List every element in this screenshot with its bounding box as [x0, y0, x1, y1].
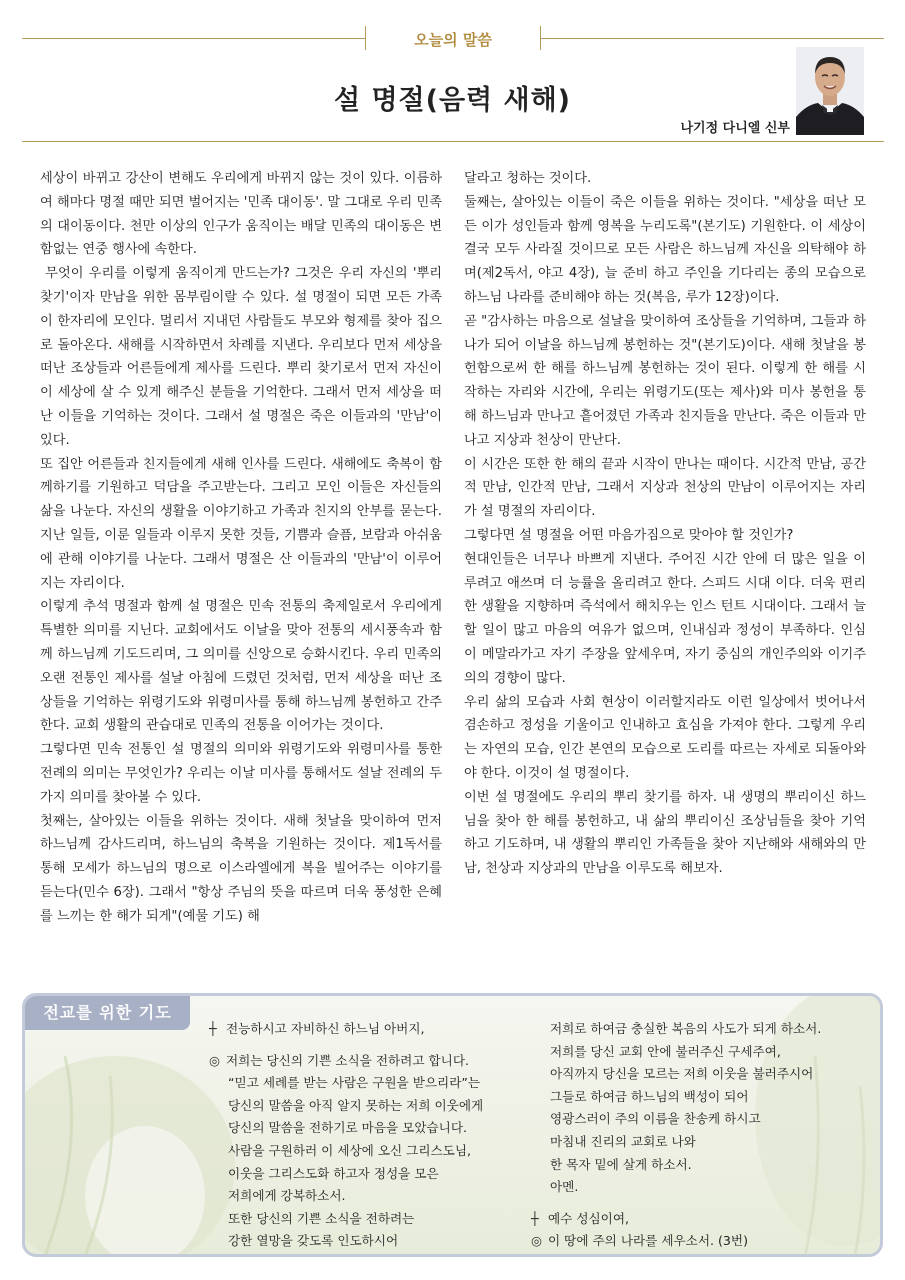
article-title: 설 명절(음력 새해) — [333, 85, 572, 116]
paragraph: 그렇다면 민속 전통인 설 명절의 의미와 위령기도와 위령미사를 통한 전례의 의미는 무엇인가? 우리는 이날 미사를 통해서도 설날 전례의 두 가지 의미를 찾아볼 수 있다. — [40, 742, 442, 805]
prayer-line: 또한 당신의 기쁜 소식을 전하려는 — [228, 1210, 415, 1226]
author-byline: 나기정 다니엘 신부 — [680, 121, 790, 136]
mission-prayer-box — [22, 993, 883, 1257]
prayer-line: 저희로 하여금 충실한 복음의 사도가 되게 하소서. — [550, 1021, 822, 1036]
article-column-left — [40, 167, 447, 929]
priest-portrait-image — [796, 47, 864, 135]
header-rule-left — [22, 38, 365, 39]
paragraph: 무엇이 우리를 이렇게 움직이게 만드는가? 그것은 우리 자신의 '뿌리 찾기'이자 만남을 위한 몸부림이랄 수 있다. 설 명절이 되면 모든 가족이 한자리에 모인다. 멀리서 지내던 사람들도 부모와 형제를 찾아 집으로 돌아온다. 새해를 시작하면서 차례를 지낸다. 우리보다 먼저 세상을 떠난 조상들과 어른들에게 제사를 드린다. 뿌리 찾기로서 먼저 자신이 이 세상에 살 수 있게 해주신 분들을 기억한다. 그래서 먼저 세상을 떠난 이들을 기억하는 것이다. 그래서 설 명절은 죽은 이들과의 '만남'이 있다. — [40, 266, 447, 448]
prayer-line: 마침내 진리의 교회로 나와 — [550, 1133, 696, 1149]
paragraph: 또 집안 어른들과 친지들에게 새해 인사를 드린다. 새해에도 축복이 함께하기를 기원하고 덕담을 주고받는다. 그리고 모인 이들은 자신들의 삶을 나눈다. 자신의 생활을 이야기하고 가족과 친지의 안부를 묻는다. 지난 일들, 이룬 일들과 이루지 못한 것들, 기쁨과 슬픔, 보람과 아쉬움에 관해 이야기를 나눈다. 그래서 명절은 산 이들과의 '만남'이 이루어지는 자리이다. — [40, 456, 442, 591]
prayer-column-left — [209, 1018, 549, 1253]
prayer-line: 한 목자 밑에 살게 하소서. — [550, 1156, 692, 1172]
header-divider — [22, 141, 884, 142]
section-header — [0, 24, 905, 54]
paragraph: 달라고 청하는 것이다. — [464, 171, 592, 186]
prayer-column-right — [531, 1018, 871, 1253]
prayer-line: 아멘. — [550, 1179, 579, 1195]
prayer-line: 그들로 하여금 하느님의 백성이 되어 — [550, 1088, 749, 1104]
prayer-line: 사람을 구원하러 이 세상에 오신 그리스도님, — [228, 1142, 471, 1158]
prayer-line: 이웃을 그리스도화 하고자 정성을 모은 — [228, 1165, 439, 1181]
paragraph: 첫째는, 살아있는 이들을 위하는 것이다. 새해 첫날을 맞이하여 먼저 하느님께 감사드리며, 하느님의 축복을 기원하는 것이다. 제1독서를 통해 모세가 하느님의 명으로 이스라엘에게 복을 빌어주는 이야기를 듣는다(민수 6장). 그래서 "항상 주님의 뜻을 따르며 더욱 풍성한 은혜를 느끼는 한 해가 되게"(예물 기도) 해 — [40, 813, 442, 924]
prayer-line: “믿고 세례를 받는 사람은 구원을 받으리라”는 — [228, 1075, 481, 1091]
prayer-line: ┼ 예수 성심이여, — [531, 1208, 871, 1231]
prayer-line: 강한 열망을 갖도록 인도하시어 — [228, 1233, 399, 1249]
paragraph: 이렇게 추석 명절과 함께 설 명절은 민속 전통의 축제일로서 우리에게 특별한 의미를 지닌다. 교회에서도 이날을 맞아 전통의 세시풍속과 함께 하느님께 기도드리며, 그 의미를 신앙으로 승화시킨다. 우리 민족의 오랜 전통인 제사를 설날 아침에 드렸던 것처럼, 먼저 세상을 떠난 조상들을 기억하는 위령기도와 위령미사를 통해 하느님께 봉헌하고 간주한다. 교회 생활의 관습대로 민족의 전통을 이어가는 것이다. — [40, 599, 442, 734]
prayer-line: ◎ 저희는 당신의 기쁜 소식을 전하려고 합니다. — [209, 1050, 549, 1073]
response-mark-icon: ◎ — [531, 1233, 542, 1249]
prayer-line: 저희를 당신 교회 안에 불러주신 구세주여, — [550, 1043, 781, 1059]
prayer-line: 저희에게 강복하소서. — [228, 1188, 346, 1204]
prayer-line: 당신의 말씀을 전하기로 마음을 모았습니다. — [228, 1120, 467, 1136]
prayer-line: ┼ 전능하시고 자비하신 하느님 아버지, — [209, 1018, 549, 1041]
prayer-line: 당신의 말씀을 아직 알지 못하는 저희 이웃에게 — [228, 1097, 484, 1113]
prayer-line: 아직까지 당신을 모르는 저희 이웃을 불러주시어 — [550, 1066, 814, 1082]
paragraph: 그렇다면 설 명절을 어떤 마음가짐으로 맞아야 할 것인가? — [464, 527, 794, 543]
paragraph: 현대인들은 너무나 바쁘게 지낸다. 주어진 시간 안에 더 많은 일을 이루려고 애쓰며 더 능률을 올리려고 한다. 스피드 시대 이다. 더욱 편리한 생활을 지향하며 즉석에서 해치우는 인스 턴트 시대이다. 그래서 늘 할 일이 많고 마음의 여유가 없으며, 인내심과 정성이 부족하다. 인심이 메말라가고 자기 주장을 앞세우며, 자기 중심의 개인주의와 이기주의의 경향이 많다. — [464, 551, 866, 686]
prayer-line: ◎ 이 땅에 주의 나라를 세우소서. (3번) — [531, 1230, 871, 1253]
paragraph: 이 시간은 또한 한 해의 끝과 시작이 만나는 때이다. 시간적 만남, 공간적 만남, 인간적 만남, 그래서 지상과 천상의 만남이 이루어지는 자리가 설 명절의 자리이다. — [464, 456, 866, 520]
article-column-right — [464, 167, 866, 881]
paragraph: 우리 삶의 모습과 사회 현상이 이러할지라도 이런 일상에서 벗어나서 겸손하고 정성을 기울이고 인내하고 효심을 가져야 한다. 그렇게 우리는 자연의 모습, 인간 본연의 모습으로 도리를 따르는 자세로 되돌아와야 한다. 이것이 설 명절이다. — [464, 694, 866, 781]
section-label: 오늘의 말씀 — [414, 31, 492, 49]
cross-icon: ┼ — [209, 1021, 217, 1036]
paragraph: 곧 "감사하는 마음으로 설날을 맞이하여 조상들을 기억하며, 그들과 하나가 되어 이날을 하느님께 봉헌하는 것"(본기도)이다. 새해 첫날을 봉헌함으로써 한 해를 하느님께 봉헌하는 것이 된다. 이렇게 한 해를 시작하는 자리와 시간에, 우리는 위령기도(또는 제사)와 미사 봉헌을 통해 하느님과 만나고 흩어졌던 가족과 친지들을 만난다. 죽은 이들과 만나고 지상과 천상이 만난다. — [464, 313, 866, 448]
prayer-line: 영광스러이 주의 이름을 찬송케 하시고 — [550, 1111, 761, 1127]
prayer-title-tab: 전교를 위한 기도 — [25, 996, 190, 1030]
paragraph: 이번 설 명절에도 우리의 뿌리 찾기를 하자. 내 생명의 뿌리이신 하느님을 찾아 한 해를 봉헌하고, 내 삶의 뿌리이신 조상님들을 찾아 기억하고 기도하며, 내 생활의 뿌리인 가족들을 찾아 지난해와 새해와의 만남, 천상과 지상과의 만남을 이루도록 해보자. — [464, 789, 866, 877]
cross-icon: ┼ — [531, 1210, 539, 1226]
paragraph: 세상이 바뀌고 강산이 변해도 우리에게 바뀌지 않는 것이 있다. 이름하여 해마다 명절 때만 되면 벌어지는 '민족 대이동'. 말 그대로 우리 민족의 대이동이다. 천만 이상의 인구가 움직이는 배달 민족의 대이동은 변함없는 연중 행사에 속한다. — [40, 171, 442, 258]
header-rule-right — [540, 38, 884, 39]
response-mark-icon: ◎ — [209, 1052, 220, 1068]
author-portrait — [796, 47, 864, 135]
paragraph: 둘째는, 살아있는 이들이 죽은 이들을 위하는 것이다. "세상을 떠난 모든 이가 성인들과 함께 영복을 누리도록"(본기도) 기원한다. 이 세상이 결국 모두 사라질 것이므로 모든 사람은 하느님께 자신을 의탁해야 하며(제2독서, 야고 4장), 늘 준비 하고 주인을 기다리는 종의 모습으로 하느님 나라를 준비해야 하는 것(복음, 루가 12장)이다. — [464, 194, 866, 305]
